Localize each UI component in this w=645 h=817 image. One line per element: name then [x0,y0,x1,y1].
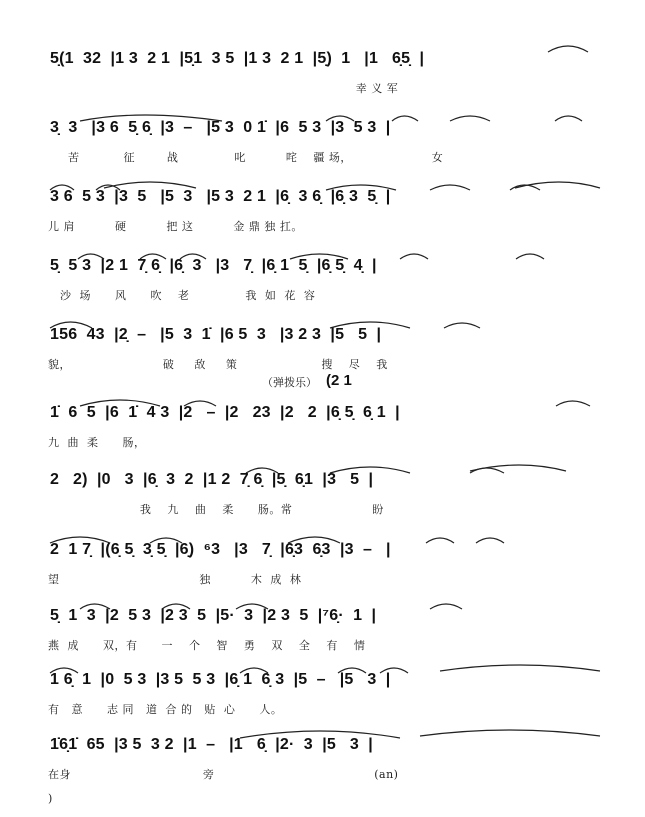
notes-row [0,535,645,571]
notes-row [0,730,645,766]
lyrics-line: 在身 旁 (an) [48,768,399,781]
notation-line: 156 43 |2̣ – |5 3 1̇ |6 5 3 |3 2 3 |5 5 | [50,326,382,343]
instrument-annotation: （弹拨乐） [262,376,317,389]
lyrics-line: 苦 征 战 叱 咤 疆 场， 女 [48,151,444,164]
music-system [0,113,645,179]
music-system [0,251,645,317]
notes-row [0,320,645,356]
notes-row [0,251,645,287]
notation-line: 5̣(1 32 |1 3 2 1 |5̣1 3 5 |1 3 2 1 |5̣) 1 |1 6̣5̣ | [50,50,425,67]
lyrics-line: 我 九 曲 柔 肠。常 盼 [48,503,384,516]
music-system [0,535,645,601]
instrument-notes: (2 1 [326,372,352,389]
music-system [0,665,645,731]
notation-line: 5̣ 5 3 |2 1 7̣ 6̣ |6̣ 3 |3 7̣ |6̣ 1 5̣ |6̣ 5̣ 4̣ | [50,257,377,274]
lyrics-line: 望 独 木 成 林 [48,573,302,586]
music-system [0,398,645,464]
notes-row [0,665,645,701]
lyrics-line: 儿 肩 硬 把 这 金 鼎 独 扛。 [48,220,303,233]
lyrics-line: 貌， 破 敌 策 搜 尽 我 [48,358,388,371]
music-system [0,44,645,110]
notation-line: 2 1 7̣ |(6̣ 5̣ 3̣ 5̣ |6̣) ⁶3 |3 7̣ |6̣3 6̣3 |3 – | [50,541,391,558]
lyrics-line: 九 曲 柔 肠， [48,436,146,449]
music-system [0,465,645,531]
music-system [0,182,645,248]
notation-line: 1̇6̣1̇ 65 |3 5 3 2 |1 – |1 6̣ |2· 3 |5 3 | [50,736,373,753]
notation-line: 1̇ 6 5 |6 1̇ 4 3 |2 – |2 23 |2 2 |6̣ 5̣ 6̣ 1 | [50,404,400,421]
notation-line: 3̣ 3 |3 6 5̣ 6̣ |3 – |5 3 0 1̇ |6 5 3 |3 5 3 | [50,119,391,136]
music-system [0,601,645,667]
lyrics-line: 有 意 志 同 道 合 的 贴 心 人。 [48,703,283,716]
notes-row [0,601,645,637]
notes-row [0,398,645,434]
lyrics-line: 沙 场 风 吹 老 我 如 花 容 [48,289,316,302]
notes-row [0,465,645,501]
notation-line: 1 6̣ 1 |0 5 3 |3 5 5 3 |6̣ 1 6̣ 3 |5 – |5 3 | [50,671,391,688]
notes-row [0,44,645,80]
lyrics-line: 幸 义 军 [48,82,399,95]
notation-line: 5̣ 1 3 |2 5 3 |2 3 5 |5· 3 |2 3 5 |⁷6̣· 1 | [50,607,377,624]
lyrics-line: 燕 成 双，有 一 个 智 勇 双 全 有 情 [48,639,366,652]
notation-line: 3 6 5 3 |3 5 |5 3 |5 3 2 1 |6̣ 3 6̣ |6̣ 3 5̣ | [50,188,391,205]
notes-row [0,182,645,218]
notes-row [0,113,645,149]
notation-line: 2 2) |0 3 |6̣ 3 2 |1 2 7̣ 6̣ |5̣ 6̣1 |3 5 | [50,471,374,488]
music-system [0,320,645,386]
music-system [0,730,645,796]
end-mark: ) [48,792,53,805]
